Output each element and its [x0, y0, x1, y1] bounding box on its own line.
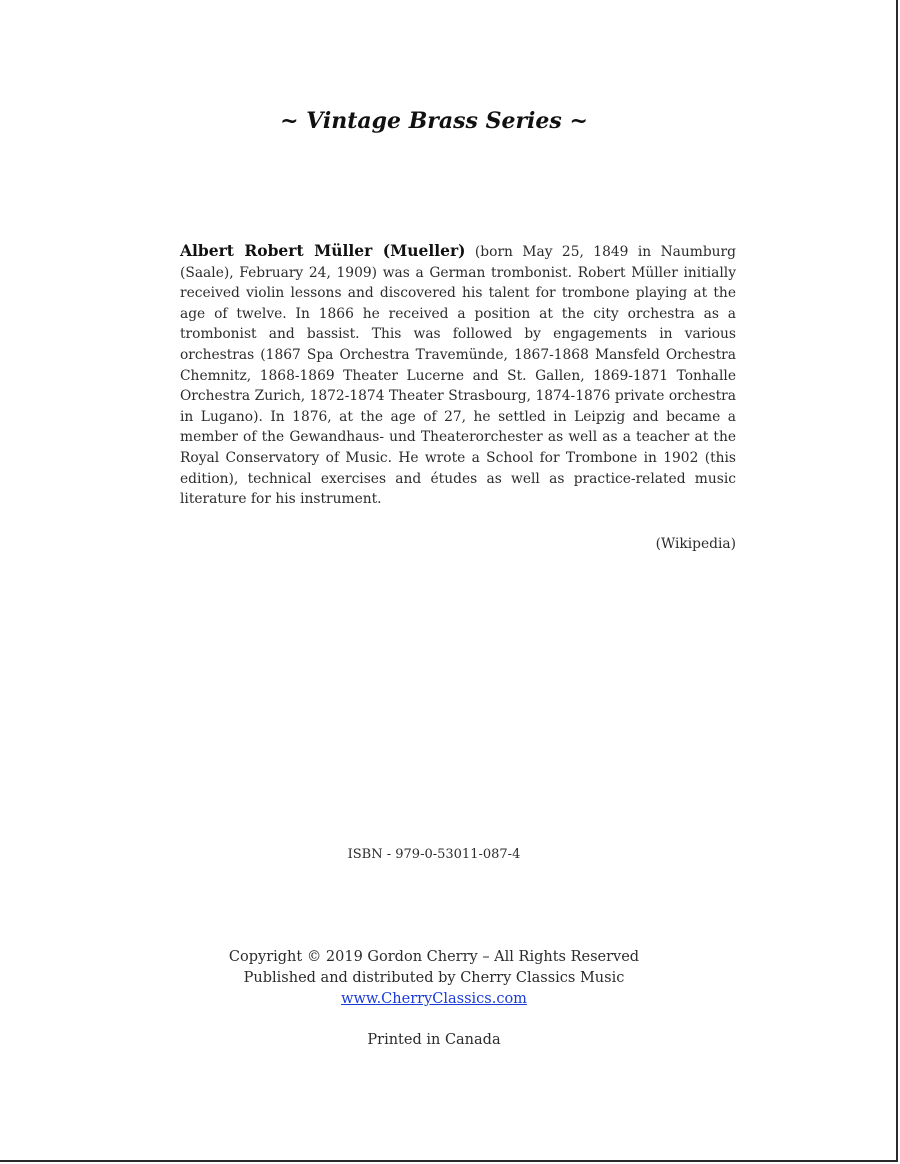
composer-name: Albert Robert Müller (Mueller) — [180, 241, 466, 260]
publisher-line: Published and distributed by Cherry Classics Music — [243, 970, 625, 986]
printed-location: Printed in Canada — [367, 1032, 501, 1048]
website-line — [0, 991, 868, 1007]
website-link[interactable]: www.CherryClassics.com — [341, 991, 527, 1007]
source-citation: (Wikipedia) — [655, 536, 736, 552]
biography-paragraph — [180, 241, 736, 510]
copyright-notice: Copyright © 2019 Gordon Cherry – All Rights Reserved — [228, 949, 640, 965]
biography-text: (born May 25, 1849 in Naumburg (Saale), February 24, 1909) was a German trombonist. Robert Müller initially received violin lessons and discovered his talent for trombone playing at the age of twelve. In 1866 he received a position at the city orchestra as a trombonist and bassist. This was followed by engagements in various orchestras (1867 Spa Orchestra Travemünde, 1867-1868 Mansfeld Orchestra Chemnitz, 1868-1869 Theater Lucerne and St. Gallen, 1869-1871 Tonhalle Orchestra Zurich, 1872-1874 Theater Strasbourg, 1874-1876 private orchestra in Lugano). In 1876, at the age of 27, he settled in Leipzig and became a member of the Gewandhaus- und Theaterorchester as well as a teacher at the Royal Conservatory of Music. He wrote a School for Trombone in 1902 (this edition), technical exercises and études as well as practice-related music literature for his instrument. — [180, 244, 736, 508]
series-title: ~ Vintage Brass Series ~ — [280, 108, 588, 134]
isbn-number: ISBN - 979-0-53011-087-4 — [347, 847, 521, 862]
